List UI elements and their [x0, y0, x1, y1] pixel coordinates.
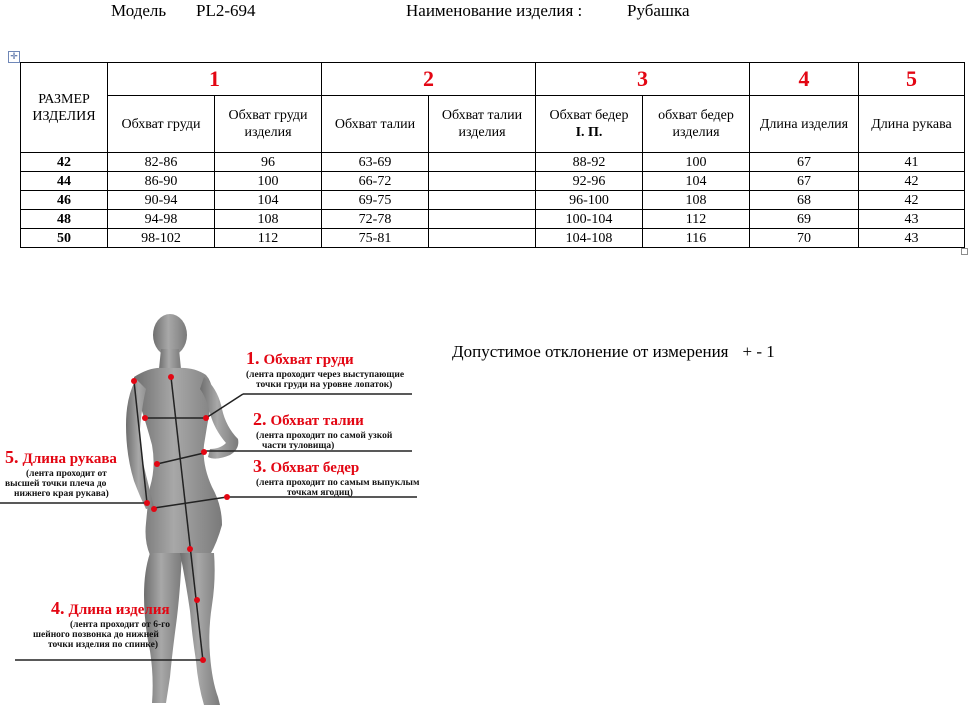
chest-cell: 86-90: [108, 172, 215, 191]
size-cell: 50: [21, 229, 108, 248]
model-label: Модель: [111, 1, 167, 20]
waist-garment-cell: [429, 229, 536, 248]
sleeve-cell: 43: [859, 210, 965, 229]
size-column-header: РАЗМЕР ИЗДЕЛИЯ: [21, 63, 108, 153]
svg-text:1.Обхват груди: [246, 348, 354, 368]
table-move-handle-icon[interactable]: ✛: [8, 51, 20, 63]
garment-length-header: Длина изделия: [750, 96, 859, 153]
hip-garment-cell: 116: [643, 229, 750, 248]
chest-cell: 94-98: [108, 210, 215, 229]
waist-garment-cell: [429, 172, 536, 191]
label-length-number: 4.: [51, 598, 65, 618]
hip-cell: 96-100: [536, 191, 643, 210]
length-cell: 67: [750, 153, 859, 172]
chest-cell: 82-86: [108, 153, 215, 172]
hip-garment-cell: 100: [643, 153, 750, 172]
hip-body-header-text: Обхват бедер: [549, 108, 629, 123]
sleeve-cell: 42: [859, 191, 965, 210]
hip-garment-cell: 108: [643, 191, 750, 210]
label-waist-number: 2.: [253, 409, 267, 429]
size-table: [20, 62, 965, 248]
table-resize-handle[interactable]: [961, 248, 968, 255]
table-row: [21, 210, 965, 229]
chest-body-header: Обхват груди: [108, 96, 215, 153]
label-hips-desc-1: (лента проходит по самым выпуклым: [256, 478, 420, 488]
svg-text:2.Обхват талии: [253, 409, 364, 429]
label-chest-desc-2: точки груди на уровне лопаток): [256, 380, 393, 390]
group-header-3: 3: [536, 63, 750, 96]
label-hips: [253, 456, 420, 498]
label-hips-number: 3.: [253, 456, 267, 476]
label-length-desc-3: точки изделия по спинке): [48, 640, 159, 650]
hip-cell: 104-108: [536, 229, 643, 248]
chest-garment-cell: 96: [215, 153, 322, 172]
waist-garment-header: Обхват талии изделия: [429, 96, 536, 153]
waist-cell: 63-69: [322, 153, 429, 172]
waist-garment-cell: [429, 210, 536, 229]
svg-text:5.Длина рукава: [5, 447, 117, 467]
group-header-2: 2: [322, 63, 536, 96]
label-waist-desc-2: части туловища): [262, 441, 335, 451]
group-header-4: 4: [750, 63, 859, 96]
hip-garment-cell: 104: [643, 172, 750, 191]
waist-body-header: Обхват талии: [322, 96, 429, 153]
waist-garment-cell: [429, 191, 536, 210]
hip-body-header: [536, 96, 643, 153]
label-hips-desc-2: точкам ягодиц): [287, 488, 353, 498]
hip-cell: 88-92: [536, 153, 643, 172]
label-length-desc-1: (лента проходит от 6-го: [70, 620, 170, 630]
group-header-5: 5: [859, 63, 965, 96]
label-chest: [246, 348, 404, 390]
label-length: [33, 598, 170, 650]
hip-cell: 92-96: [536, 172, 643, 191]
table-row: [21, 191, 965, 210]
product-name-value: Рубашка: [627, 1, 690, 20]
table-row: [21, 153, 965, 172]
chest-garment-cell: 100: [215, 172, 322, 191]
sleeve-cell: 42: [859, 172, 965, 191]
size-cell: 48: [21, 210, 108, 229]
table-subheader-row: [21, 96, 965, 153]
label-length-title: Длина изделия: [68, 602, 170, 618]
chest-garment-cell: 112: [215, 229, 322, 248]
label-sleeve: [5, 447, 117, 499]
label-sleeve-title: Длина рукава: [22, 451, 117, 467]
label-chest-desc-1: (лента проходит через выступающие: [246, 370, 405, 380]
label-sleeve-number: 5.: [5, 447, 19, 467]
waist-cell: 72-78: [322, 210, 429, 229]
sleeve-cell: 43: [859, 229, 965, 248]
hip-garment-cell: 112: [643, 210, 750, 229]
label-sleeve-desc-2: высшей точки плеча до: [5, 479, 107, 489]
label-chest-number: 1.: [246, 348, 260, 368]
waist-cell: 66-72: [322, 172, 429, 191]
length-cell: 69: [750, 210, 859, 229]
hip-cell: 100-104: [536, 210, 643, 229]
tolerance-value: + - 1: [742, 342, 775, 361]
table-row: [21, 172, 965, 191]
tolerance-label: Допустимое отклонение от измерения: [452, 342, 729, 361]
hip-garment-header: обхват бедер изделия: [643, 96, 750, 153]
product-name-label: Наименование изделия :: [406, 1, 583, 20]
chest-garment-cell: 108: [215, 210, 322, 229]
hip-body-header-note: I. П.: [575, 125, 603, 140]
chest-garment-cell: 104: [215, 191, 322, 210]
model-value: PL2-694: [196, 1, 256, 20]
waist-cell: 75-81: [322, 229, 429, 248]
label-length-desc-2: шейного позвонка до нижней: [33, 630, 159, 640]
label-waist-title: Обхват талии: [270, 413, 364, 429]
sleeve-length-header: Длина рукава: [859, 96, 965, 153]
label-sleeve-desc-3: нижнего края рукава): [14, 489, 109, 499]
chest-cell: 98-102: [108, 229, 215, 248]
svg-text:3.Обхват бедер: [253, 456, 359, 476]
waist-garment-cell: [429, 153, 536, 172]
label-chest-title: Обхват груди: [263, 352, 354, 368]
measurement-diagram: [0, 305, 440, 710]
chest-garment-header: Обхват груди изделия: [215, 96, 322, 153]
group-header-1: 1: [108, 63, 322, 96]
chest-cell: 90-94: [108, 191, 215, 210]
size-cell: 44: [21, 172, 108, 191]
tolerance-note: [452, 342, 775, 362]
size-cell: 46: [21, 191, 108, 210]
table-group-row: [21, 63, 965, 96]
table-row: [21, 229, 965, 248]
size-cell: 42: [21, 153, 108, 172]
sleeve-cell: 41: [859, 153, 965, 172]
waist-cell: 69-75: [322, 191, 429, 210]
length-cell: 70: [750, 229, 859, 248]
label-waist: [253, 409, 393, 451]
label-sleeve-desc-1: (лента проходит от: [26, 469, 107, 479]
label-hips-title: Обхват бедер: [270, 460, 360, 476]
length-cell: 68: [750, 191, 859, 210]
length-cell: 67: [750, 172, 859, 191]
label-waist-desc-1: (лента проходит по самой узкой: [256, 431, 393, 441]
